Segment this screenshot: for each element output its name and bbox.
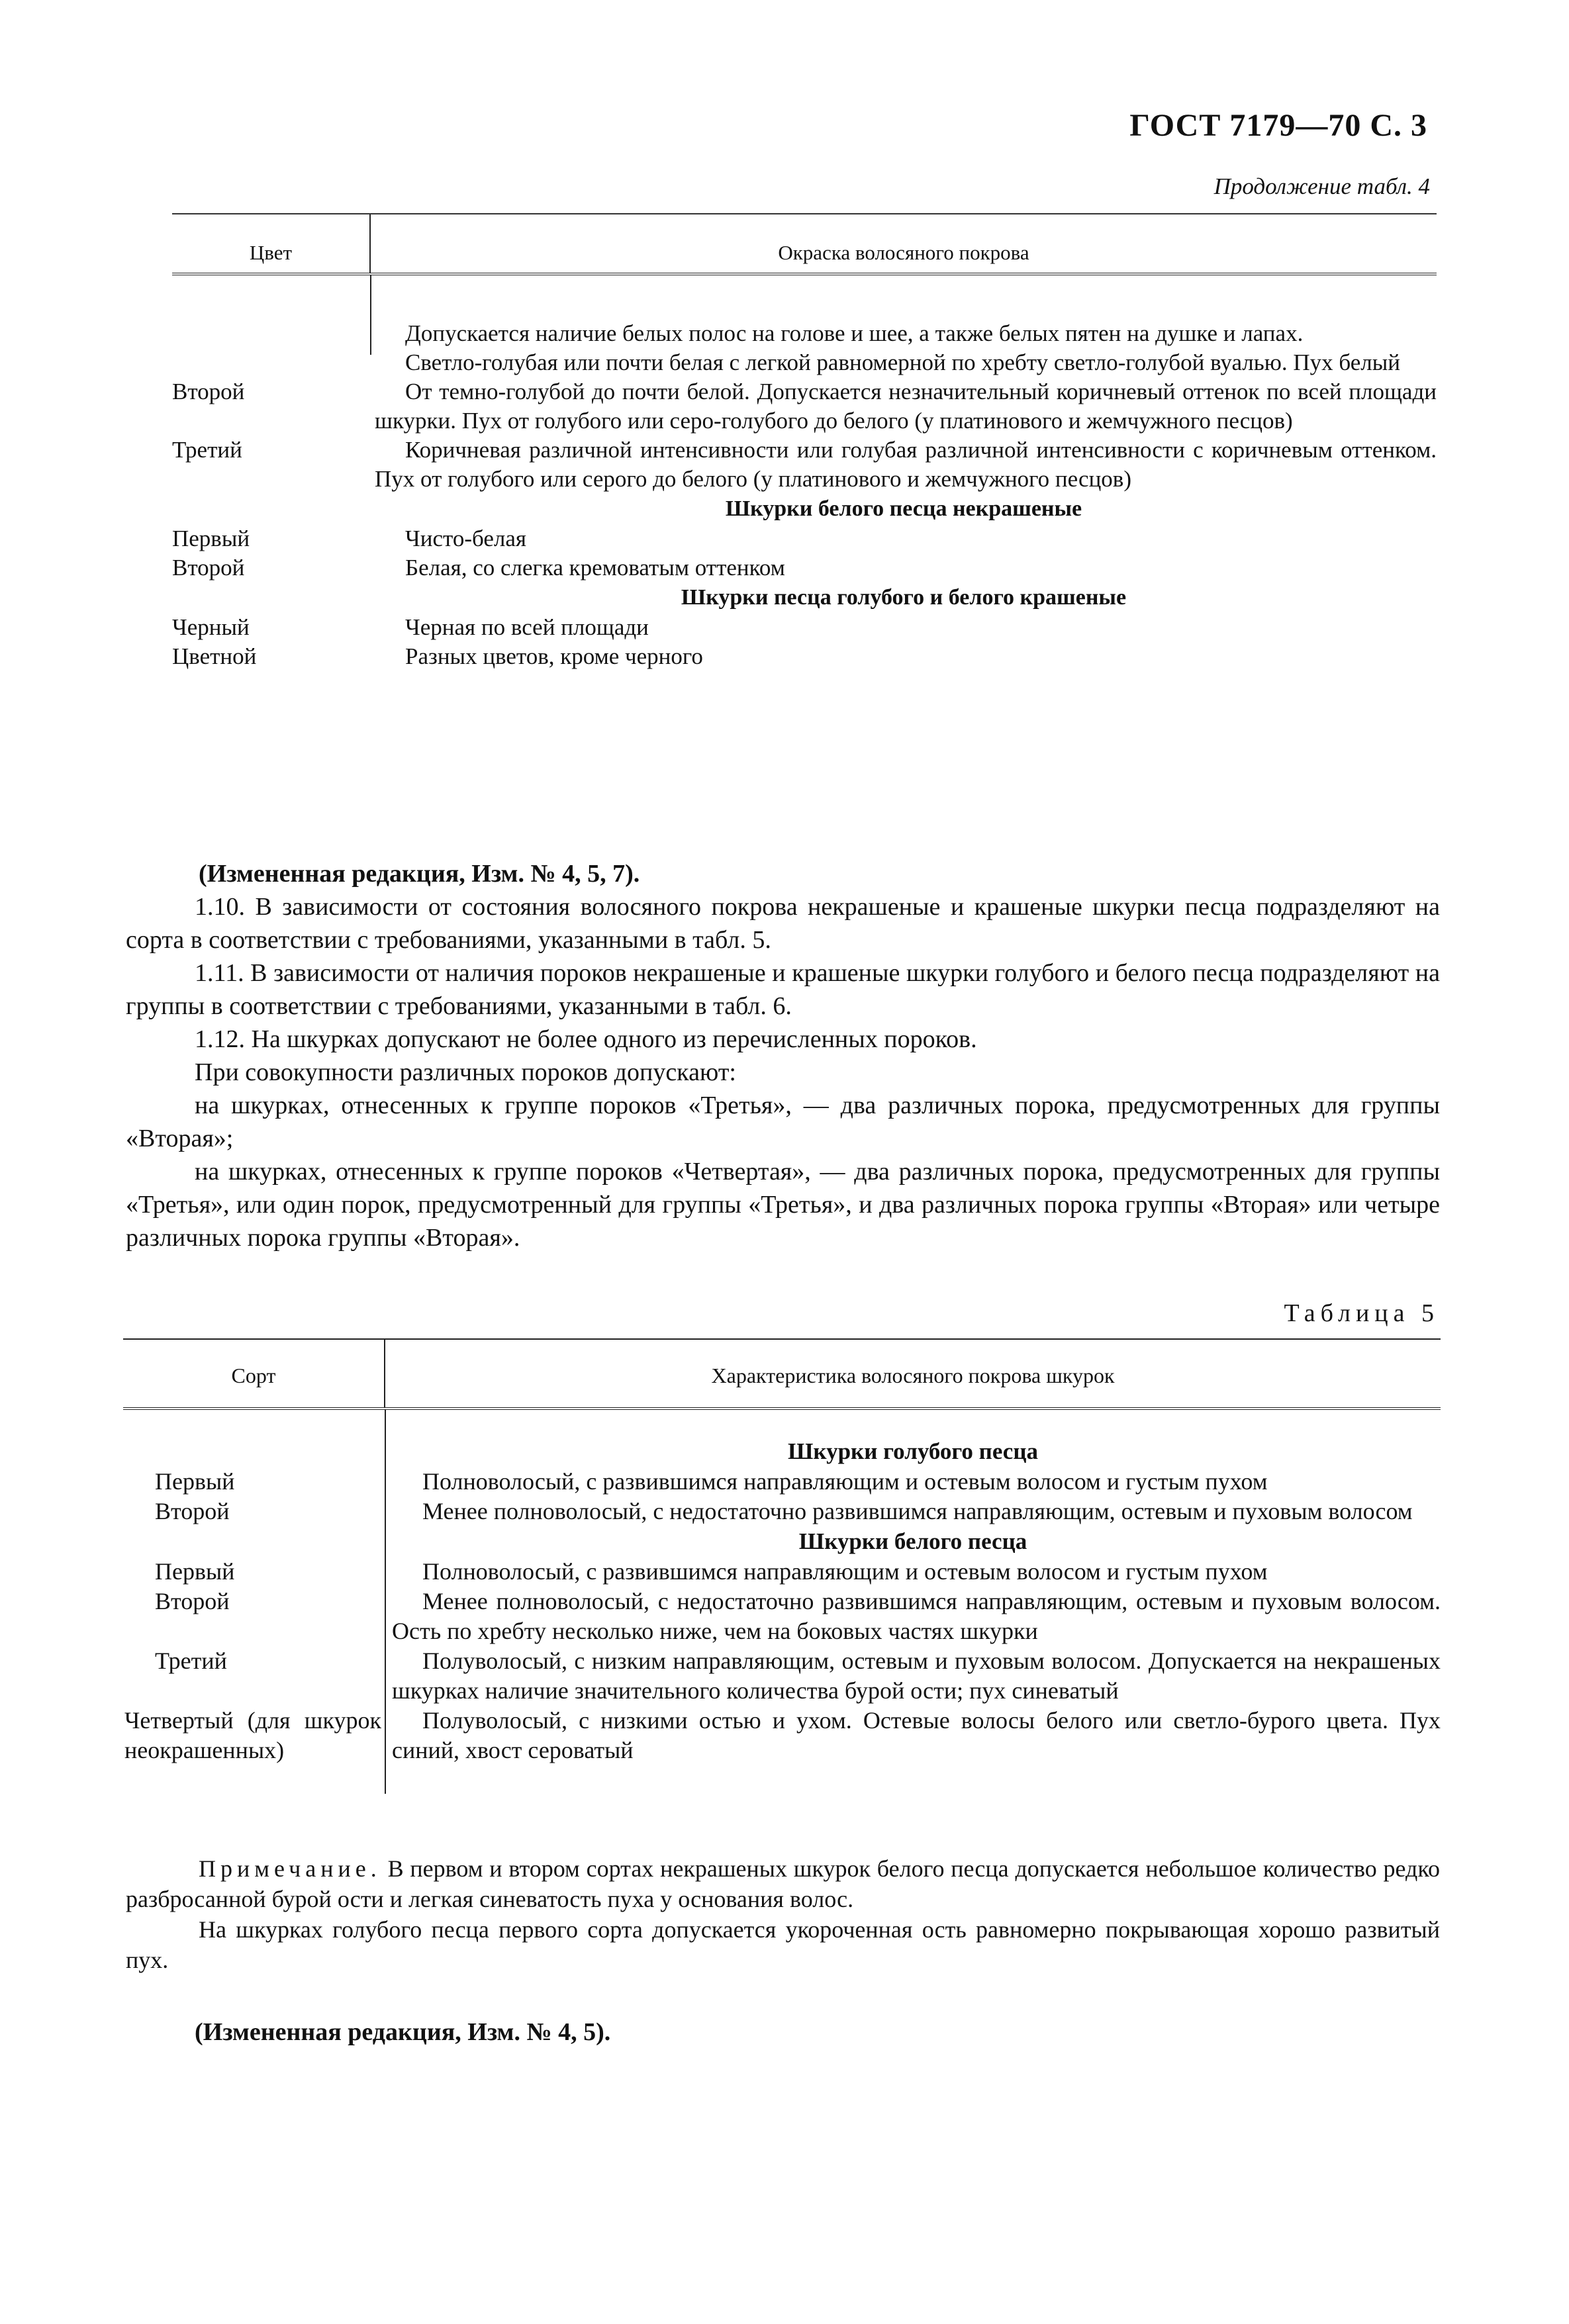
row-text: Белая, со слегка кремоватым оттенком <box>405 555 785 581</box>
note-label: Примечание. <box>199 1855 381 1882</box>
column-divider <box>385 1410 386 1794</box>
rule-third-group: на шкурках, отнесенных к группе пороков «Третья», — два различных порока, предусмотренных для группы «Вторая»; <box>126 1092 1440 1152</box>
row-label: Первый <box>155 1558 235 1585</box>
table-body <box>172 275 1437 671</box>
table-row <box>172 642 1437 671</box>
row-text: Светло-голубая или почти белая с легкой равномерной по хребту светло-голубой вуалью. Пух белый <box>405 349 1401 375</box>
row-label: Второй <box>172 379 245 404</box>
row-text: Коричневая различной интенсивности или голубая различной интенсивности с коричневым оттенком. Пух от голубого или серого до белого (у платинового и жемчужного песцов) <box>375 437 1437 492</box>
row-label: Первый <box>172 526 250 551</box>
table-row <box>172 377 1437 436</box>
table-row <box>123 1646 1441 1706</box>
amendment-note: (Измененная редакция, Изм. № 4, 5, 7). <box>199 860 640 888</box>
row-label: Четвертый (для шкурок неокрашенных) <box>124 1707 381 1763</box>
clause-1-12: 1.12. На шкурках допускают не более одного из перечисленных пороков. <box>195 1025 977 1053</box>
row-label: Второй <box>155 1498 230 1524</box>
table-row <box>172 553 1437 582</box>
row-text: Допускается наличие белых полос на голове и шее, а также белых пятен на душке и лапах. <box>405 320 1304 346</box>
table-4 <box>172 213 1437 671</box>
table-5 <box>123 1338 1441 1765</box>
note-text-2: На шкурках голубого песца первого сорта допускается укороченная ость равномерно покрывающая хорошо развитый пух. <box>126 1916 1440 1973</box>
table-row <box>172 524 1437 553</box>
column-header-grade: Сорт <box>123 1340 385 1407</box>
table-row <box>172 436 1437 494</box>
body-text <box>126 857 1440 1254</box>
column-header-color: Цвет <box>172 214 371 273</box>
table-row <box>123 1557 1441 1587</box>
row-text: Полноволосый, с развившимся направляющим и остевым волосом и густым пухом <box>422 1558 1268 1585</box>
row-label <box>172 319 371 348</box>
document-reference: ГОСТ 7179—70 С. 3 <box>1129 108 1427 143</box>
section-heading-dyed: Шкурки песца голубого и белого крашеные <box>681 585 1127 610</box>
section-heading-white: Шкурки белого песца некрашеные <box>725 496 1082 521</box>
row-text: Разных цветов, кроме черного <box>405 643 703 669</box>
row-label: Второй <box>155 1588 230 1614</box>
table-header <box>123 1338 1441 1410</box>
row-text: Полноволосый, с развившимся направляющим и остевым волосом и густым пухом <box>422 1468 1268 1495</box>
table-row <box>123 1587 1441 1646</box>
table-note <box>126 1853 1440 1975</box>
row-text: Полуволосый, с низкими остью и ухом. Остевые волосы белого или светло-бурого цвета. Пух синий, хвост сероватый <box>392 1707 1441 1763</box>
section-heading-white: Шкурки белого песца <box>798 1528 1027 1554</box>
table-row <box>123 1467 1441 1497</box>
row-text: От темно-голубой до почти белой. Допускается незначительный коричневый оттенок по всей площади шкурки. Пух от голубого или серо-голубого до белого (у платинового и жемчужного песцов) <box>375 379 1437 434</box>
row-label: Цветной <box>172 643 257 669</box>
row-text: Менее полноволосый, с недостаточно развившимся направляющим, остевым и пуховым волосом. Ость по хребту несколько ниже, чем на боковых частях шкурки <box>392 1588 1441 1644</box>
row-text: Черная по всей площади <box>405 614 649 640</box>
amendment-note-2: (Измененная редакция, Изм. № 4, 5). <box>195 2018 611 2046</box>
row-text: Полуволосый, с низким направляющим, остевым и пуховым волосом. Допускается на некрашеных шкурках наличие значительного количества бурой ости; пух синеватый <box>392 1648 1441 1704</box>
row-text: Менее полноволосый, с недостаточно развившимся направляющим, остевым и пуховым волосом <box>422 1498 1413 1524</box>
row-label: Второй <box>172 555 245 581</box>
table-continuation-label: Продолжение табл. 4 <box>1213 173 1430 199</box>
rule-fourth-group: на шкурках, отнесенных к группе пороков «Четвертая», — два различных порока, предусмотренных для группы «Третья», или один порок, предусмотренный для группы «Третья», и два различных порока группы «Вторая» или четыре различных порока группы «Вторая». <box>126 1158 1440 1252</box>
table-row <box>172 319 1437 348</box>
section-heading-blue: Шкурки голубого песца <box>787 1438 1039 1464</box>
table-header <box>172 214 1437 275</box>
table-row <box>172 348 1437 377</box>
column-header-coloring: Окраска волосяного покрова <box>778 241 1029 264</box>
column-divider <box>370 275 371 355</box>
row-label: Третий <box>172 437 242 463</box>
row-label: Первый <box>155 1468 235 1495</box>
table-row <box>123 1706 1441 1765</box>
row-label: Третий <box>155 1648 227 1674</box>
note-text: В первом и втором сортах некрашеных шкурок белого песца допускается небольшое количество редко разбросанной бурой ости и легкая синеватость пуха у основания волос. <box>126 1855 1441 1912</box>
table-5-caption: Таблица 5 <box>1284 1299 1439 1327</box>
table-row <box>172 613 1437 642</box>
row-label: Черный <box>172 614 250 640</box>
table-row <box>123 1497 1441 1526</box>
clause-1-11: 1.11. В зависимости от наличия пороков некрашеные и крашеные шкурки голубого и белого песца подразделяют на группы в соответствии с требованиями, указанными в табл. 6. <box>126 959 1440 1020</box>
table-body <box>123 1410 1441 1765</box>
column-header-characteristic: Характеристика волосяного покрова шкурок <box>711 1364 1115 1387</box>
row-text: Чисто-белая <box>405 526 526 551</box>
row-label <box>172 348 371 377</box>
clause-1-10: 1.10. В зависимости от состояния волосяного покрова некрашеные и крашеные шкурки песца подразделяют на сорта в соответствии с требованиями, указанными в табл. 5. <box>126 893 1440 954</box>
combination-intro: При совокупности различных пороков допускают: <box>195 1058 736 1086</box>
